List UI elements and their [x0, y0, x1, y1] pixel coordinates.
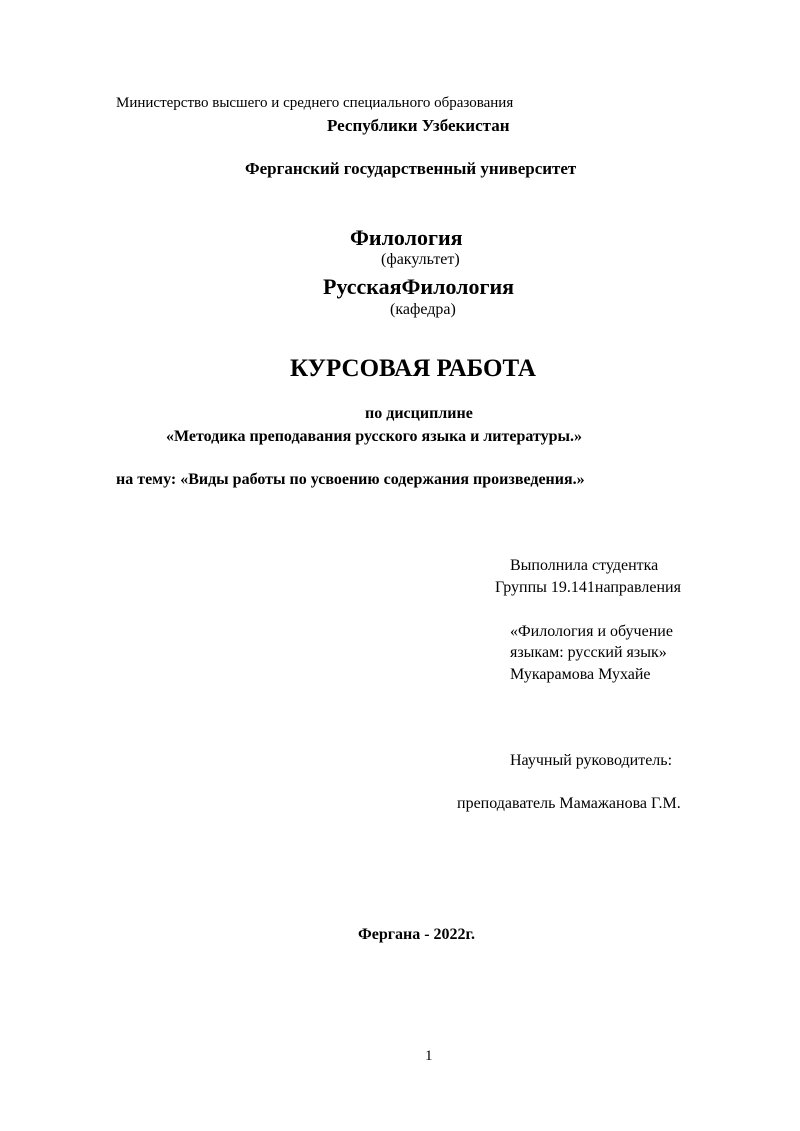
faculty-name: Филология [350, 225, 463, 250]
author-line2: Группы 19.141направления [495, 579, 681, 596]
department-name: РусскаяФилология [323, 274, 515, 299]
ministry-line2: Республики Узбекистан [327, 116, 510, 135]
ministry-line1: Министерство высшего и среднего специального образования [116, 95, 514, 111]
discipline-name: «Методика преподавания русского языка и литературы.» [166, 428, 582, 445]
faculty-caption: (факультет) [381, 251, 460, 268]
author-line3: «Филология и обучение [510, 623, 673, 640]
author-name: Мукарамова Мухайе [510, 666, 651, 683]
department-caption: (кафедра) [390, 301, 456, 318]
work-type-title: КУРСОВАЯ РАБОТА [290, 355, 536, 382]
discipline-intro: по дисциплине [365, 405, 473, 422]
university-name: Ферганский государственный университет [245, 159, 577, 178]
supervisor-name: преподаватель Мамажанова Г.М. [457, 795, 681, 812]
author-line4: языкам: русский язык» [510, 644, 667, 661]
page-number: 1 [425, 1048, 433, 1064]
author-line1: Выполнила студентка [510, 557, 659, 574]
work-topic: на тему: «Виды работы по усвоению содержания произведения.» [116, 471, 585, 488]
supervisor-label: Научный руководитель: [510, 752, 673, 769]
city-year: Фергана - 2022г. [358, 926, 476, 943]
